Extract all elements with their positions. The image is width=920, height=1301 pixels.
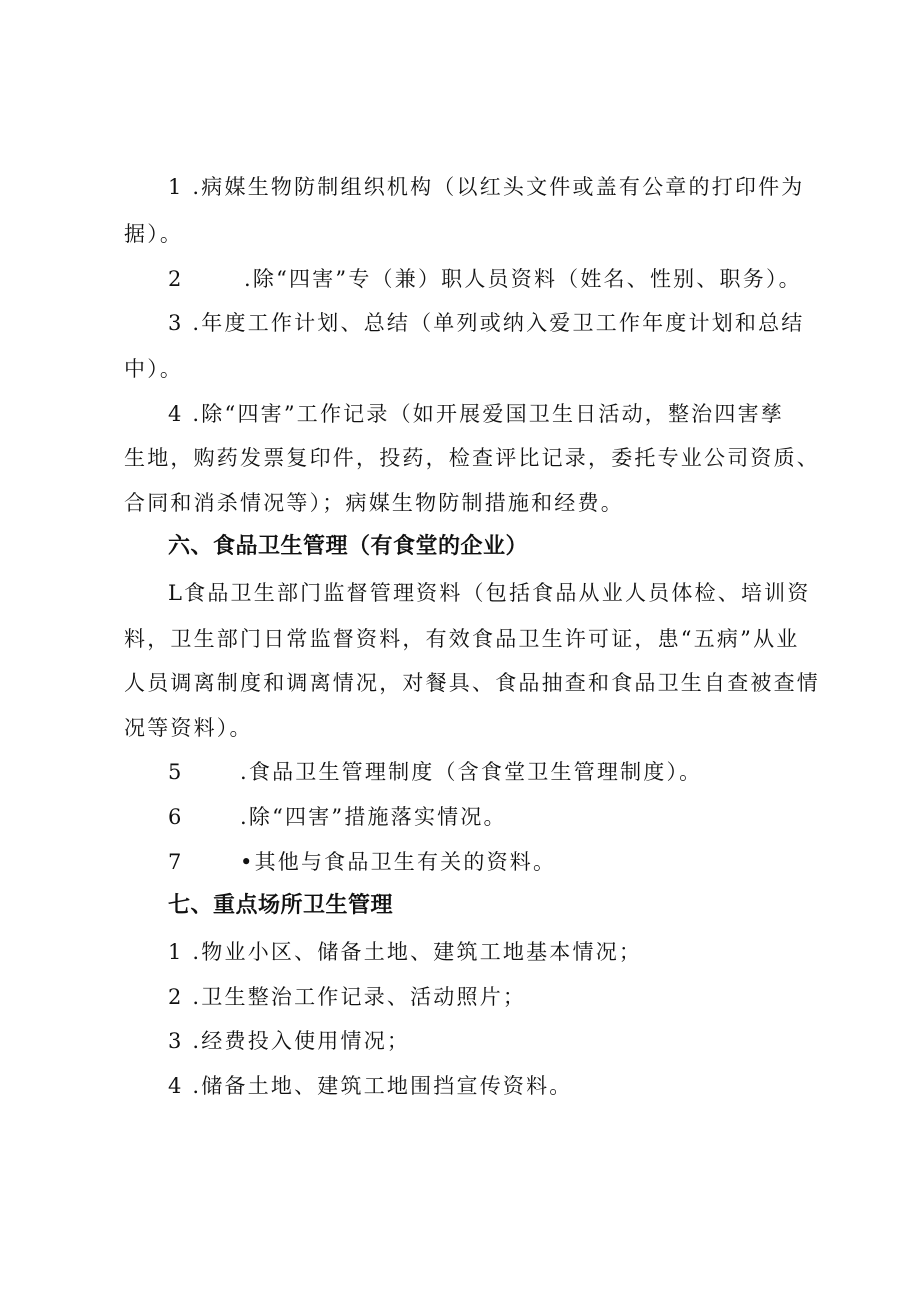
section6-item5 [168, 757, 828, 787]
section6-item7 [168, 847, 828, 877]
section5-item3-line2: 中）。 [124, 357, 184, 381]
item-number: 6 [168, 805, 184, 829]
section5-item2 [168, 264, 828, 294]
section6-item1-line1: L食品卫生部门监督管理资料（包括食品从业人员体检、培训资 [168, 581, 811, 605]
section7-item4: 4 .储备土地、建筑工地围挡宣传资料。 [168, 1074, 573, 1098]
section7-item3: 3 .经费投入使用情况； [168, 1029, 411, 1053]
section5-item4-line2: 生地，购药发票复印件，投药，检查评比记录，委托专业公司资质、 [124, 446, 820, 470]
section7-item1: 1 .物业小区、储备土地、建筑工地基本情况； [168, 940, 643, 964]
section6-item6 [168, 802, 828, 832]
section6-item1-line3: 人员调离制度和调离情况，对餐具、食品抽查和食品卫生自查被查情 [124, 671, 820, 695]
section5-item3-line1: 3 .年度工作计划、总结（单列或纳入爱卫工作年度计划和总结 [168, 311, 805, 335]
section5-item1-line1: 1 .病媒生物防制组织机构（以红头文件或盖有公章的打印件为 [168, 175, 805, 199]
item-number: 7 [168, 850, 184, 874]
item-text: .除“四害”措施落实情况。 [240, 805, 507, 829]
item-text: •其他与食品卫生有关的资料。 [240, 850, 557, 874]
section7-heading: 七、重点场所卫生管理 [168, 893, 394, 918]
section6-heading: 六、食品卫生管理（有食堂的企业） [168, 534, 529, 559]
item-number: 2 [168, 267, 184, 291]
item-number: 5 [168, 760, 184, 784]
section5-item4-line1: 4 .除“四害”工作记录（如开展爱国卫生日活动，整治四害孳 [168, 402, 784, 426]
section5-item4-line3: 合同和消杀情况等）；病媒生物防制措施和经费。 [124, 491, 624, 515]
section5-item1-line2: 据）。 [124, 222, 184, 246]
item-text: .除“四害”专（兼）职人员资料（姓名、性别、职务）。 [244, 267, 802, 291]
section6-item1-line2: 料，卫生部门日常监督资料，有效食品卫生许可证，患“五病”从业 [124, 627, 800, 651]
section7-item2: 2 .卫生整治工作记录、活动照片； [168, 985, 527, 1009]
item-text: .食品卫生管理制度（含食堂卫生管理制度）。 [240, 760, 703, 784]
section6-item1-line4: 况等资料）。 [124, 716, 253, 740]
